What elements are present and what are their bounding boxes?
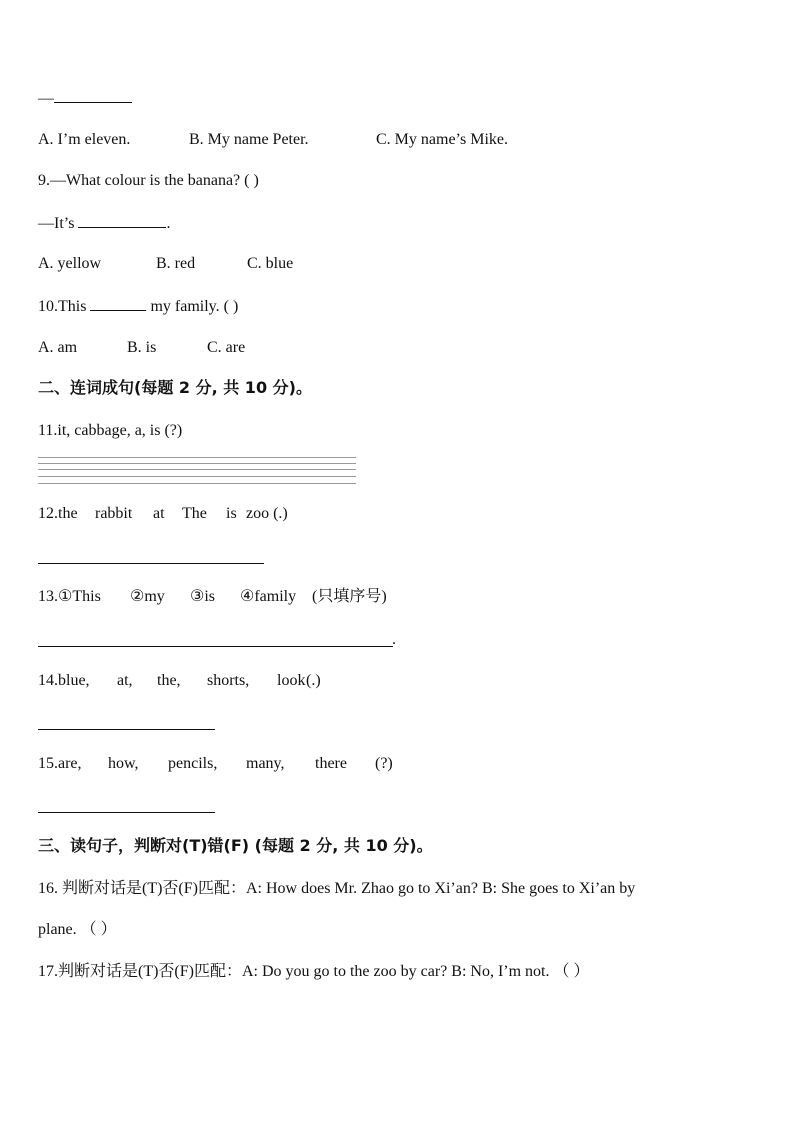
q9-answer-prefix: —It’s [38,215,75,232]
q15-word-3: pencils, [168,755,218,772]
q15-item [38,754,393,774]
q14-answer-line[interactable] [38,729,215,730]
q15-word-6: (?) [375,755,393,772]
q14-number: 14. [38,672,58,689]
q11-writing-line-3[interactable] [38,469,356,470]
q12-number: 12. [38,505,58,522]
q10-option-c: C. are [207,339,246,356]
q11-writing-line-4[interactable] [38,476,356,477]
q13-word-5: (只填序号) [312,588,387,605]
q8-option-b: B. My name Peter. [189,131,309,148]
q15-word-2: how, [108,755,139,772]
q10-suffix: my family. ( ) [150,298,239,315]
q15-word-4: many, [246,755,285,772]
section2-title: 二、连词成句(每题 2 分, 共 10 分)。 [38,378,312,397]
q14-word-2: at, [117,672,133,689]
q16-line-2: plane. （ ） [38,921,117,938]
q12-word-2: rabbit [95,505,133,522]
q8-answer-blank[interactable] [54,88,132,103]
q13-word-1: ①This [58,588,101,605]
q9-question: 9.—What colour is the banana? ( ) [38,172,259,189]
q15-number: 15. [38,755,58,772]
q11-words: it, cabbage, a, is (?) [57,422,183,439]
q8-option-a: A. I’m eleven. [38,131,131,148]
q15-word-5: there [315,755,347,772]
q13-word-3: ③is [190,588,216,605]
q10-option-b: B. is [127,339,157,356]
q13-answer-line[interactable] [38,646,393,647]
q15-word-1: are, [58,755,82,772]
q10-option-a: A. am [38,339,78,356]
q15-answer-line[interactable] [38,812,215,813]
q12-word-4: The [182,505,207,522]
q9-option-a: A. yellow [38,255,102,272]
q11-writing-line-5[interactable] [38,483,356,484]
q11-writing-line-2[interactable] [38,463,356,464]
q10-answer-blank[interactable] [90,296,146,311]
q14-word-4: shorts, [207,672,250,689]
q14-word-5: look [277,672,306,689]
q16-line-1: 16. 判断对话是(T)否(F)匹配：A: How does Mr. Zhao go to Xi’an? B: She goes to Xi’an by [38,880,636,897]
q12-item [38,504,288,524]
q9-option-c: C. blue [247,255,294,272]
q13-word-4: ④family [240,588,297,605]
q9-answer-blank[interactable] [78,213,166,228]
q9-answer-line [38,213,170,234]
q8-option-c: C. My name’s Mike. [376,131,508,148]
q9-option-b: B. red [156,255,196,272]
q14-item [38,671,321,691]
q12-word-5: is [226,505,237,522]
q11-item [38,421,182,441]
q8-dash: — [38,90,54,107]
q8-options [38,130,508,150]
q14-word-6: (.) [306,672,321,689]
q9-answer-suffix: . [166,215,171,232]
q17-line-1: 17.判断对话是(T)否(F)匹配：A: Do you go to the zoo by car? B: No, I’m not. （ ） [38,963,590,980]
q13-end-mark: . [392,631,396,648]
q11-writing-line-1[interactable] [38,457,356,458]
q12-word-6: zoo (.) [246,505,288,522]
q10-options [38,338,245,358]
q10-question [38,296,238,317]
section3-title: 三、读句子，判断对(T)错(F) (每题 2 分, 共 10 分)。 [38,836,433,855]
q14-word-3: the, [157,672,181,689]
q12-answer-line[interactable] [38,563,264,564]
q11-number: 11. [38,422,58,439]
q13-item [38,587,387,607]
q10-prefix: 10.This [38,298,87,315]
q13-word-2: ②my [130,588,165,605]
q12-word-1: the [58,505,78,522]
q14-word-1: blue, [58,672,90,689]
q8-answer-line [38,88,132,109]
q12-word-3: at [153,505,165,522]
q9-options [38,254,293,274]
q13-number: 13. [38,588,58,605]
